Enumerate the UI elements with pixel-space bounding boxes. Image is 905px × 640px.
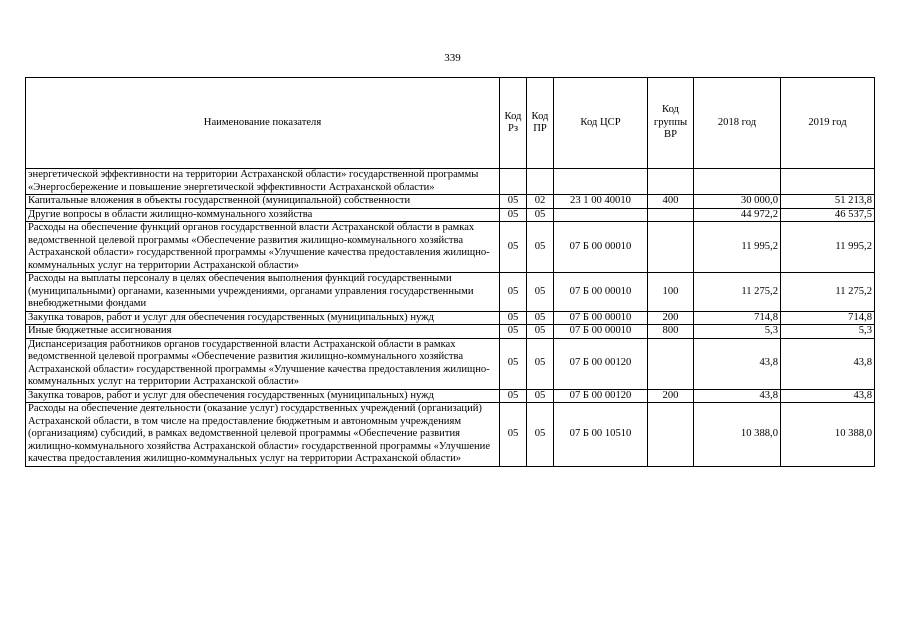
cell-2018 [694, 169, 781, 195]
cell-2018: 11 995,2 [694, 222, 781, 273]
cell-vr: 200 [648, 311, 694, 325]
budget-table [25, 77, 875, 467]
cell-vr [648, 403, 694, 467]
cell-2019: 5,3 [781, 325, 875, 339]
cell-name: Закупка товаров, работ и услуг для обеспечения государственных (муниципальных) нужд [26, 389, 500, 403]
cell-vr: 800 [648, 325, 694, 339]
cell-2018: 30 000,0 [694, 195, 781, 209]
cell-vr [648, 208, 694, 222]
cell-name: Капитальные вложения в объекты государственной (муниципальной) собственности [26, 195, 500, 209]
cell-pr: 05 [527, 208, 554, 222]
table-row [26, 403, 875, 467]
table-row [26, 195, 875, 209]
cell-pr [527, 169, 554, 195]
cell-rz: 05 [500, 338, 527, 389]
cell-2018: 5,3 [694, 325, 781, 339]
cell-rz: 05 [500, 325, 527, 339]
cell-pr: 05 [527, 222, 554, 273]
cell-2018: 714,8 [694, 311, 781, 325]
cell-2018: 10 388,0 [694, 403, 781, 467]
cell-2019: 46 537,5 [781, 208, 875, 222]
cell-name: Расходы на обеспечение функций органов государственной власти Астраханской области в рамках ведомственной целевой программы «Обеспечение развития жилищно-коммунального хозяйства Астраханской области» государственной программы «Улучшение качества предоставления жилищно-коммунальных услуг на территории Астраханской области» [26, 222, 500, 273]
cell-2019 [781, 169, 875, 195]
table-row [26, 222, 875, 273]
table-row [26, 325, 875, 339]
header-vr: Код группы ВР [648, 78, 694, 169]
table-row [26, 338, 875, 389]
cell-rz [500, 169, 527, 195]
cell-csr: 07 Б 00 00010 [554, 311, 648, 325]
cell-2019: 43,8 [781, 338, 875, 389]
table-row [26, 208, 875, 222]
cell-csr: 07 Б 00 00120 [554, 389, 648, 403]
cell-pr: 05 [527, 325, 554, 339]
cell-csr [554, 169, 648, 195]
table-row [26, 273, 875, 312]
cell-name: энергетической эффективности на территории Астраханской области» государственной программы «Энергосбережение и повышение энергетической эффективности Астраханской области» [26, 169, 500, 195]
cell-2019: 11 275,2 [781, 273, 875, 312]
header-rz: Код Рз [500, 78, 527, 169]
cell-csr: 07 Б 00 00010 [554, 222, 648, 273]
table-row [26, 389, 875, 403]
cell-pr: 05 [527, 338, 554, 389]
cell-rz: 05 [500, 311, 527, 325]
cell-rz: 05 [500, 403, 527, 467]
cell-pr: 05 [527, 389, 554, 403]
cell-csr: 07 Б 00 00010 [554, 325, 648, 339]
cell-vr: 400 [648, 195, 694, 209]
header-name: Наименование показателя [26, 78, 500, 169]
cell-2018: 43,8 [694, 338, 781, 389]
table-header-row [26, 78, 875, 169]
header-csr: Код ЦСР [554, 78, 648, 169]
header-2018: 2018 год [694, 78, 781, 169]
cell-name: Другие вопросы в области жилищно-коммунального хозяйства [26, 208, 500, 222]
cell-rz: 05 [500, 222, 527, 273]
cell-csr: 07 Б 00 00010 [554, 273, 648, 312]
cell-name: Иные бюджетные ассигнования [26, 325, 500, 339]
cell-name: Расходы на выплаты персоналу в целях обеспечения выполнения функций государственными (муниципальными) органами, казенными учреждениями, органами управления государственными внебюджетными фондами [26, 273, 500, 312]
cell-vr: 100 [648, 273, 694, 312]
cell-2019: 51 213,8 [781, 195, 875, 209]
cell-rz: 05 [500, 208, 527, 222]
cell-2019: 714,8 [781, 311, 875, 325]
table-row [26, 311, 875, 325]
cell-2018: 11 275,2 [694, 273, 781, 312]
cell-vr [648, 169, 694, 195]
cell-pr: 05 [527, 311, 554, 325]
cell-name: Расходы на обеспечение деятельности (оказание услуг) государственных учреждений (организаций) Астраханской области, в том числе на предоставление бюджетным и автономным учреждениям (организациям) субсидий, в рамках ведомственной целевой программы «Обеспечение развития жилищно-коммунального хозяйства Астраханской области» государственной программы «Улучшение качества предоставления жилищно-коммунальных услуг на территории Астраханской области» [26, 403, 500, 467]
cell-2018: 44 972,2 [694, 208, 781, 222]
cell-csr: 07 Б 00 10510 [554, 403, 648, 467]
cell-2019: 10 388,0 [781, 403, 875, 467]
cell-2019: 43,8 [781, 389, 875, 403]
cell-2019: 11 995,2 [781, 222, 875, 273]
cell-name: Диспансеризация работников органов государственной власти Астраханской области в рамках ведомственной целевой программы «Обеспечение развития жилищно-коммунального хозяйства Астраханской области» государственной программы «Улучшение качества предоставления жилищно-коммунальных услуг на территории Астраханской области» [26, 338, 500, 389]
cell-pr: 02 [527, 195, 554, 209]
cell-vr [648, 338, 694, 389]
cell-pr: 05 [527, 273, 554, 312]
cell-csr [554, 208, 648, 222]
cell-pr: 05 [527, 403, 554, 467]
cell-name: Закупка товаров, работ и услуг для обеспечения государственных (муниципальных) нужд [26, 311, 500, 325]
cell-2018: 43,8 [694, 389, 781, 403]
cell-vr [648, 222, 694, 273]
cell-rz: 05 [500, 389, 527, 403]
header-pr: Код ПР [527, 78, 554, 169]
cell-vr: 200 [648, 389, 694, 403]
header-2019: 2019 год [781, 78, 875, 169]
cell-rz: 05 [500, 273, 527, 312]
page-number: 339 [444, 52, 461, 64]
table-row [26, 169, 875, 195]
cell-rz: 05 [500, 195, 527, 209]
cell-csr: 23 1 00 40010 [554, 195, 648, 209]
cell-csr: 07 Б 00 00120 [554, 338, 648, 389]
